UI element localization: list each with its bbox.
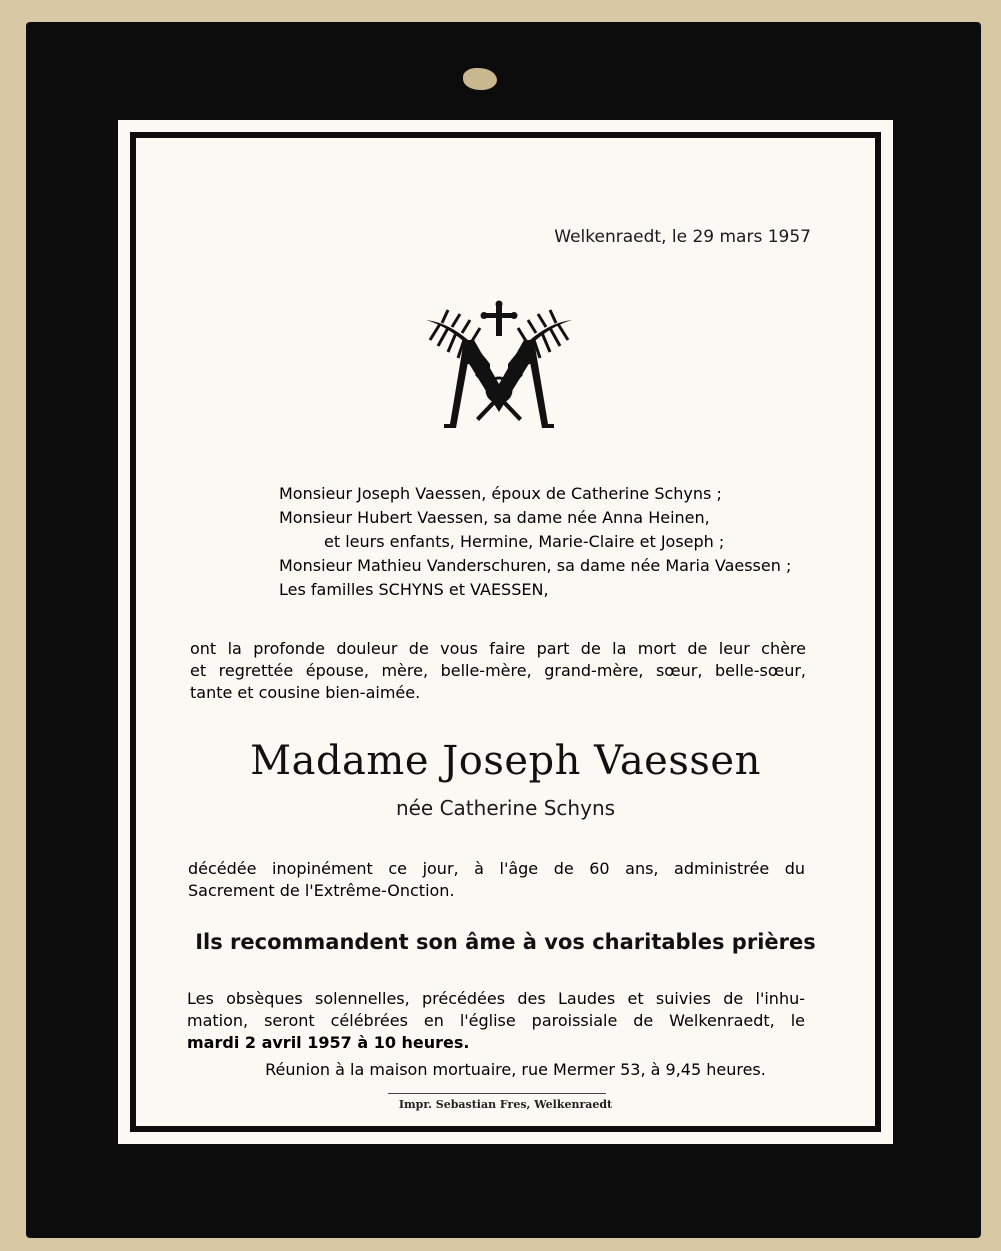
torn-hole xyxy=(463,68,497,90)
family-line: Monsieur Hubert Vaessen, sa dame née Anna Heinen, xyxy=(279,508,710,527)
cross-palm-monogram-icon xyxy=(420,300,578,430)
family-line: Les familles SCHYNS et VAESSEN, xyxy=(279,580,549,599)
mourning-border xyxy=(130,132,881,1132)
decease-line: décédée inopinément ce jour, à l'âge de 60 ans, administrée du xyxy=(188,859,805,878)
family-line: Monsieur Joseph Vaessen, époux de Catherine Schyns ; xyxy=(279,484,722,503)
place-date: Welkenraedt, le 29 mars 1957 xyxy=(554,227,811,247)
printer-credit: Impr. Sebastian Fres, Welkenraedt xyxy=(398,1098,613,1111)
prayer-heading: Ils recommandent son âme à vos charitables prières xyxy=(195,930,816,954)
memorial-card xyxy=(118,120,893,1144)
deceased-name: Madame Joseph Vaessen xyxy=(250,738,761,784)
funeral-date-line: mardi 2 avril 1957 à 10 heures. xyxy=(187,1033,470,1052)
announcement-text xyxy=(190,638,806,704)
family-line: et leurs enfants, Hermine, Marie-Claire et Joseph ; xyxy=(324,532,725,551)
funeral-line: mation, seront célébrées en l'église paroissiale de Welkenraedt, le xyxy=(187,1011,805,1030)
deceased-maiden-name: née Catherine Schyns xyxy=(395,796,616,820)
family-list xyxy=(279,482,791,602)
announcement-line: tante et cousine bien-aimée. xyxy=(190,683,421,702)
funeral-line: Les obsèques solennelles, précédées des Laudes et suivies de l'inhu- xyxy=(187,989,805,1008)
announcement-line: ont la profonde douleur de vous faire part de la mort de leur chère xyxy=(190,639,806,658)
divider xyxy=(388,1093,606,1094)
funeral-text xyxy=(187,988,805,1054)
meeting-text: Réunion à la maison mortuaire, rue Mermer 53, à 9,45 heures. xyxy=(265,1060,766,1079)
family-line: Monsieur Mathieu Vanderschuren, sa dame née Maria Vaessen ; xyxy=(279,556,792,575)
decease-line: Sacrement de l'Extrême-Onction. xyxy=(188,881,455,900)
decease-text xyxy=(188,858,805,902)
announcement-line: et regrettée épouse, mère, belle-mère, grand-mère, sœur, belle-sœur, xyxy=(190,661,806,680)
